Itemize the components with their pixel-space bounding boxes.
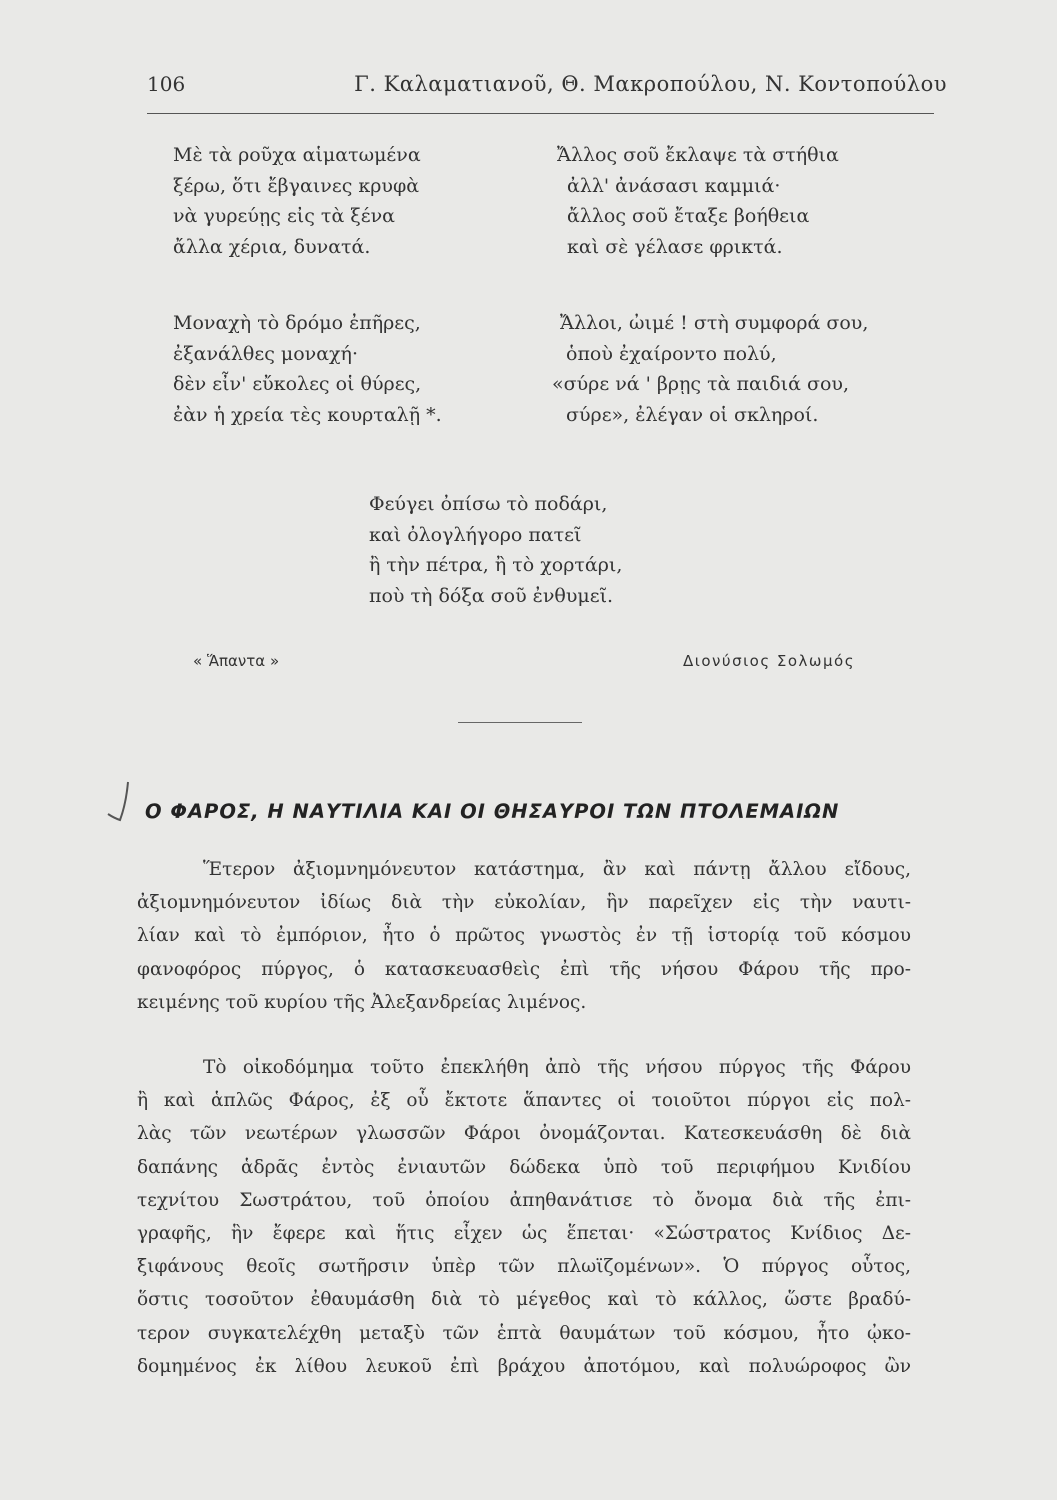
poem-line: ποὺ τὴ δόξα σοῦ ἐνθυμεῖ. xyxy=(369,584,614,607)
poem-line: Μοναχὴ τὸ δρόμο ἐπῆρες, xyxy=(173,312,421,334)
paragraph-line: ἢ καὶ ἁπλῶς Φάρος, ἐξ οὗ ἔκτοτε ἅπαντες οἱ τοιοῦτοι πύργοι εἰς πολ- xyxy=(137,1090,911,1112)
poem-line: ἄλλος σοῦ ἔταξε βοήθεια xyxy=(567,205,810,227)
header-rule xyxy=(147,113,934,114)
paragraph-line: τερον συγκατελέχθη μεταξὺ τῶν ἑπτὰ θαυμάτων τοῦ κόσμου, ἦτο ᾠκο- xyxy=(137,1322,911,1344)
poem-line: νὰ γυρεύῃς εἰς τὰ ξένα xyxy=(173,205,395,227)
paragraph-line: δαπάνης ἁδρᾶς ἐντὸς ἐνιαυτῶν δώδεκα ὑπὸ τοῦ περιφήμου Κνιδίου xyxy=(137,1156,911,1178)
article-paragraph-1 xyxy=(137,853,911,1019)
paragraph-line: κειμένης τοῦ κυρίου τῆς Ἀλεξανδρείας λιμένος. xyxy=(137,991,587,1013)
poem-source: « Ἅπαντα » xyxy=(193,652,280,670)
poem-line: Φεύγει ὀπίσω τὸ ποδάρι, xyxy=(369,493,608,515)
poem-line: Μὲ τὰ ροῦχα αἱματωμένα xyxy=(173,144,421,166)
paragraph-line: τεχνίτου Σωστράτου, τοῦ ὁποίου ἀπηθανάτισε τὸ ὄνομα διὰ τῆς ἐπι- xyxy=(137,1189,911,1211)
paragraph-line: ξιφάνους θεοῖς σωτῆρσιν ὑπὲρ τῶν πλωϊζομένων». Ὁ πύργος οὗτος, xyxy=(137,1256,911,1278)
poem-author: Διονύσιος Σολωμός xyxy=(683,652,856,670)
poem-line: ἐξανάλθες μοναχή· xyxy=(173,342,358,365)
paragraph-line: γραφῆς, ἣν ἔφερε καὶ ἥτις εἶχεν ὡς ἕπεται· «Σώστρατος Κνίδιος Δε- xyxy=(137,1222,911,1244)
poem-line: ξέρω, ὅτι ἔβγαινες κρυφὰ xyxy=(173,174,420,197)
poem-line: ἢ τὴν πέτρα, ἢ τὸ χορτάρι, xyxy=(369,554,623,576)
page-number: 106 xyxy=(147,72,186,96)
poem-line: Ἄλλος σοῦ ἔκλαψε τὰ στήθια xyxy=(557,144,839,166)
paragraph-line: ἀξιομνημόνευτον ἰδίως διὰ τὴν εὐκολίαν, ἣν παρεῖχεν εἰς τὴν ναυτι- xyxy=(137,892,911,914)
paragraph-line: λὰς τῶν νεωτέρων γλωσσῶν Φάροι ὀνομάζονται. Κατεσκευάσθη δὲ διὰ xyxy=(137,1123,911,1145)
poem-line: σύρε», ἐλέγαν οἱ σκληροί. xyxy=(566,403,819,426)
page-header xyxy=(147,72,947,102)
paragraph-line: δομημένος ἐκ λίθου λευκοῦ ἐπὶ βράχου ἀποτόμου, καὶ πολυώροφος ὢν xyxy=(137,1355,911,1377)
paragraph-line: Τὸ οἰκοδόμημα τοῦτο ἐπεκλήθη ἀπὸ τῆς νήσου πύργος τῆς Φάρου xyxy=(203,1057,911,1078)
poem-line: καὶ ὀλογλήγορο πατεῖ xyxy=(369,523,582,546)
paragraph-line: ὅστις τοσοῦτον ἐθαυμάσθη διὰ τὸ μέγεθος καὶ τὸ κάλλος, ὥστε βραδύ- xyxy=(137,1289,911,1311)
poem-line: Ἄλλοι, ὠιμέ ! στὴ συμφορά σου, xyxy=(560,312,869,334)
poem-line: «σύρε νά ' βρῃς τὰ παιδιά σου, xyxy=(552,373,850,395)
poem-line: ὁποὺ ἐχαίροντο πολύ, xyxy=(566,342,777,365)
poem-stanza-center xyxy=(369,489,622,611)
check-mark-icon xyxy=(106,778,136,828)
poem-line: ἀλλ' ἀνάσασι καμμιά· xyxy=(567,174,781,197)
paragraph-line: φανοφόρος πύργος, ὁ κατασκευασθεὶς ἐπὶ τῆς νήσου Φάρου τῆς προ- xyxy=(137,958,911,980)
paragraph-line: Ἕτερον ἀξιομνημόνευτον κατάστημα, ἂν καὶ πάντῃ ἄλλου εἴδους, xyxy=(203,859,911,880)
poem-stanza-left-2 xyxy=(173,308,442,430)
poem-line: δὲν εἶν' εὔκολες οἱ θύρες, xyxy=(173,373,422,395)
section-divider xyxy=(458,722,582,723)
article-paragraph-2 xyxy=(137,1051,911,1383)
paragraph-line: λίαν καὶ τὸ ἐμπόριον, ἦτο ὁ πρῶτος γνωστὸς ἐν τῇ ἱστορίᾳ τοῦ κόσμου xyxy=(137,925,911,947)
poem-stanza-right-2 xyxy=(552,308,868,430)
poem-stanza-left-1 xyxy=(173,140,421,262)
poem-stanza-right-1 xyxy=(557,140,839,262)
poem-line: ἄλλα χέρια, δυνατά. xyxy=(173,235,371,258)
article-title: Ο ΦΑΡΟΣ, Η ΝΑΥΤΙΛΙΑ ΚΑΙ ΟΙ ΘΗΣΑΥΡΟΙ ΤΩΝ ΠΤΟΛΕΜΑΙΩΝ xyxy=(145,800,840,823)
poem-line: ἐὰν ἡ χρεία τὲς κουρταλῇ *. xyxy=(173,403,442,426)
running-head: Γ. Καλαματιανοῦ, Θ. Μακροπούλου, Ν. Κοντοπούλου xyxy=(354,72,947,96)
poem-line: καὶ σὲ γέλασε φρικτά. xyxy=(567,235,783,258)
